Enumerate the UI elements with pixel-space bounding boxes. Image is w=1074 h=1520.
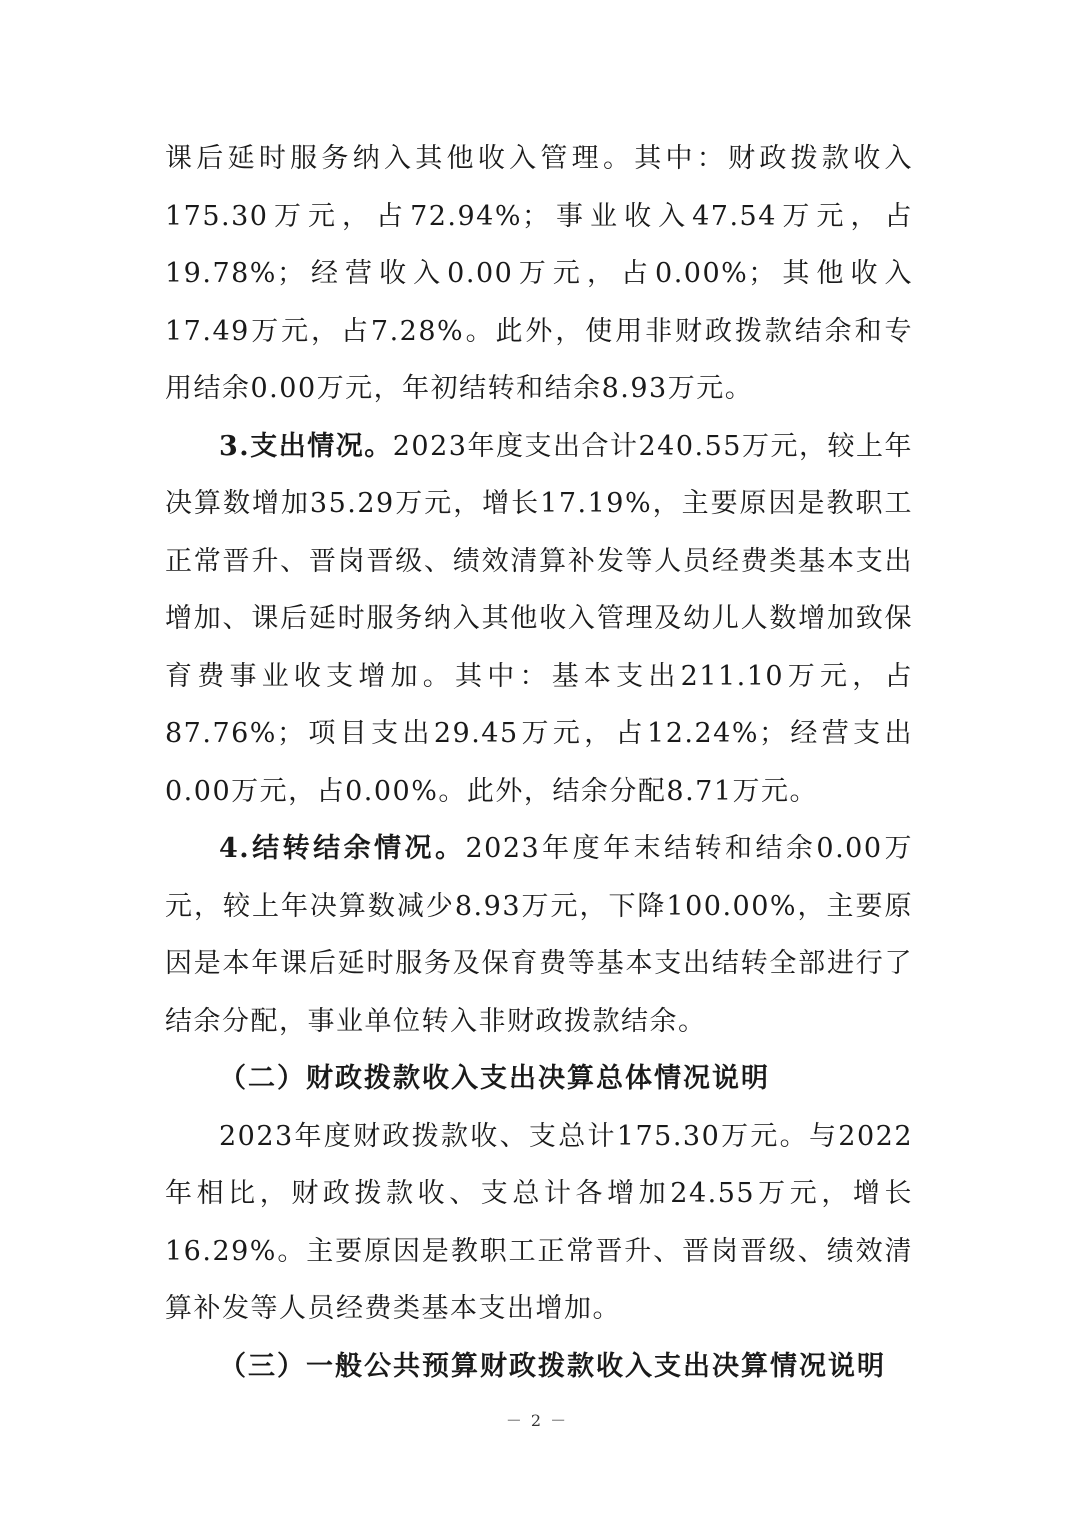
paragraph-carryover-lead: 4.结转结余情况。 — [219, 833, 466, 864]
section-heading-general-budget: （三）一般公共预算财政拨款收入支出决算情况说明 — [219, 1350, 886, 1382]
paragraph-expenditure-body: 2023年度支出合计240.55万元，较上年决算数增加35.29万元，增长17.19%，主要原因是教职工正常晋升、晋岗晋级、绩效清算补发等人员经费类基本支出增加、课后延时服务纳入其他收入管理及幼儿人数增加致保育费事业收支增加。其中：基本支出211.10万元，占87.76%；项目支出29.45万元，占12.24%；经营支出0.00万元，占0.00%。此外，结余分配8.71万元。 — [165, 430, 914, 807]
page-number: － 2 － — [505, 1411, 569, 1430]
paragraph-income-breakdown: 课后延时服务纳入其他收入管理。其中：财政拨款收入175.30万元，占72.94%；事业收入47.54万元，占19.78%；经营收入0.00万元，占0.00%；其他收入17.49万元，占7.28%。此外，使用非财政拨款结余和专用结余0.00万元，年初结转和结余8.93万元。 — [165, 143, 913, 404]
document-body — [165, 130, 913, 1395]
paragraph-fiscal-overview: 2023年度财政拨款收、支总计175.30万元。与2022年相比，财政拨款收、支总计各增加24.55万元，增长16.29%。主要原因是教职工正常晋升、晋岗晋级、绩效清算补发等人员经费类基本支出增加。 — [165, 1120, 913, 1324]
paragraph-expenditure — [165, 418, 913, 821]
paragraph-expenditure-lead: 3.支出情况。 — [219, 430, 393, 462]
section-heading-fiscal-overview: （二）财政拨款收入支出决算总体情况说明 — [219, 1063, 770, 1094]
paragraph-carryover — [165, 820, 913, 1050]
paragraph-carryover-body: 2023年度年末结转和结余0.00万元，较上年决算数减少8.93万元，下降100.00%，主要原因是本年课后延时服务及保育费等基本支出结转全部进行了结余分配，事业单位转入非财政拨款结余。 — [165, 833, 913, 1037]
